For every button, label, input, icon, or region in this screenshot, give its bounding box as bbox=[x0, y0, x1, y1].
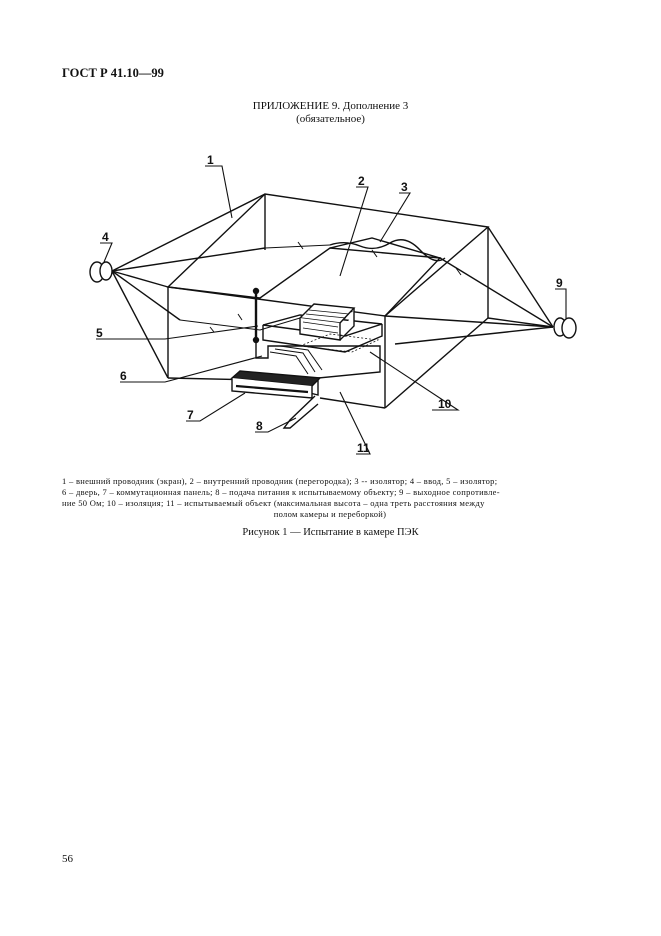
page-number: 56 bbox=[62, 853, 73, 865]
legend-line: 1 – внешний проводник (экран), 2 – внутренний проводник (перегородка); 3 -- изолятор; 4 – ввод, 5 – изолятор; bbox=[62, 476, 498, 486]
standard-code: ГОСТ Р 41.10—99 bbox=[62, 66, 164, 80]
label-6: 6 bbox=[120, 369, 127, 383]
label-9: 9 bbox=[556, 276, 563, 290]
shield-right-bottom bbox=[385, 318, 488, 408]
legend-line: ние 50 Ом; 10 – изоляция; 11 – испытываемый объект (максимальная высота – одна треть расстояния между bbox=[62, 498, 485, 508]
label-10: 10 bbox=[438, 397, 452, 411]
shield-front-bottom-right bbox=[320, 398, 385, 408]
label-7: 7 bbox=[187, 408, 194, 422]
figure-legend bbox=[62, 476, 598, 520]
appendix-heading bbox=[0, 100, 661, 126]
figure-caption: Рисунок 1 — Испытание в камере ПЭК bbox=[242, 527, 419, 538]
label-1: 1 bbox=[207, 153, 214, 167]
label-4: 4 bbox=[102, 230, 109, 244]
tem-cell-diagram bbox=[0, 140, 661, 460]
label-8: 8 bbox=[256, 419, 263, 433]
legend-line: полом камеры и переборкой) bbox=[273, 509, 387, 519]
label-3: 3 bbox=[401, 180, 408, 194]
label-5: 5 bbox=[96, 326, 103, 340]
appendix-title: ПРИЛОЖЕНИЕ 9. Дополнение 3 bbox=[252, 100, 409, 112]
appendix-note: (обязательное) bbox=[296, 113, 365, 125]
legend-line: 6 – дверь, 7 – коммутационная панель; 8 – подача питания к испытываемому объекту; 9 – выходное сопротивле- bbox=[62, 487, 500, 497]
label-2: 2 bbox=[358, 174, 365, 188]
label-11: 11 bbox=[357, 441, 370, 455]
